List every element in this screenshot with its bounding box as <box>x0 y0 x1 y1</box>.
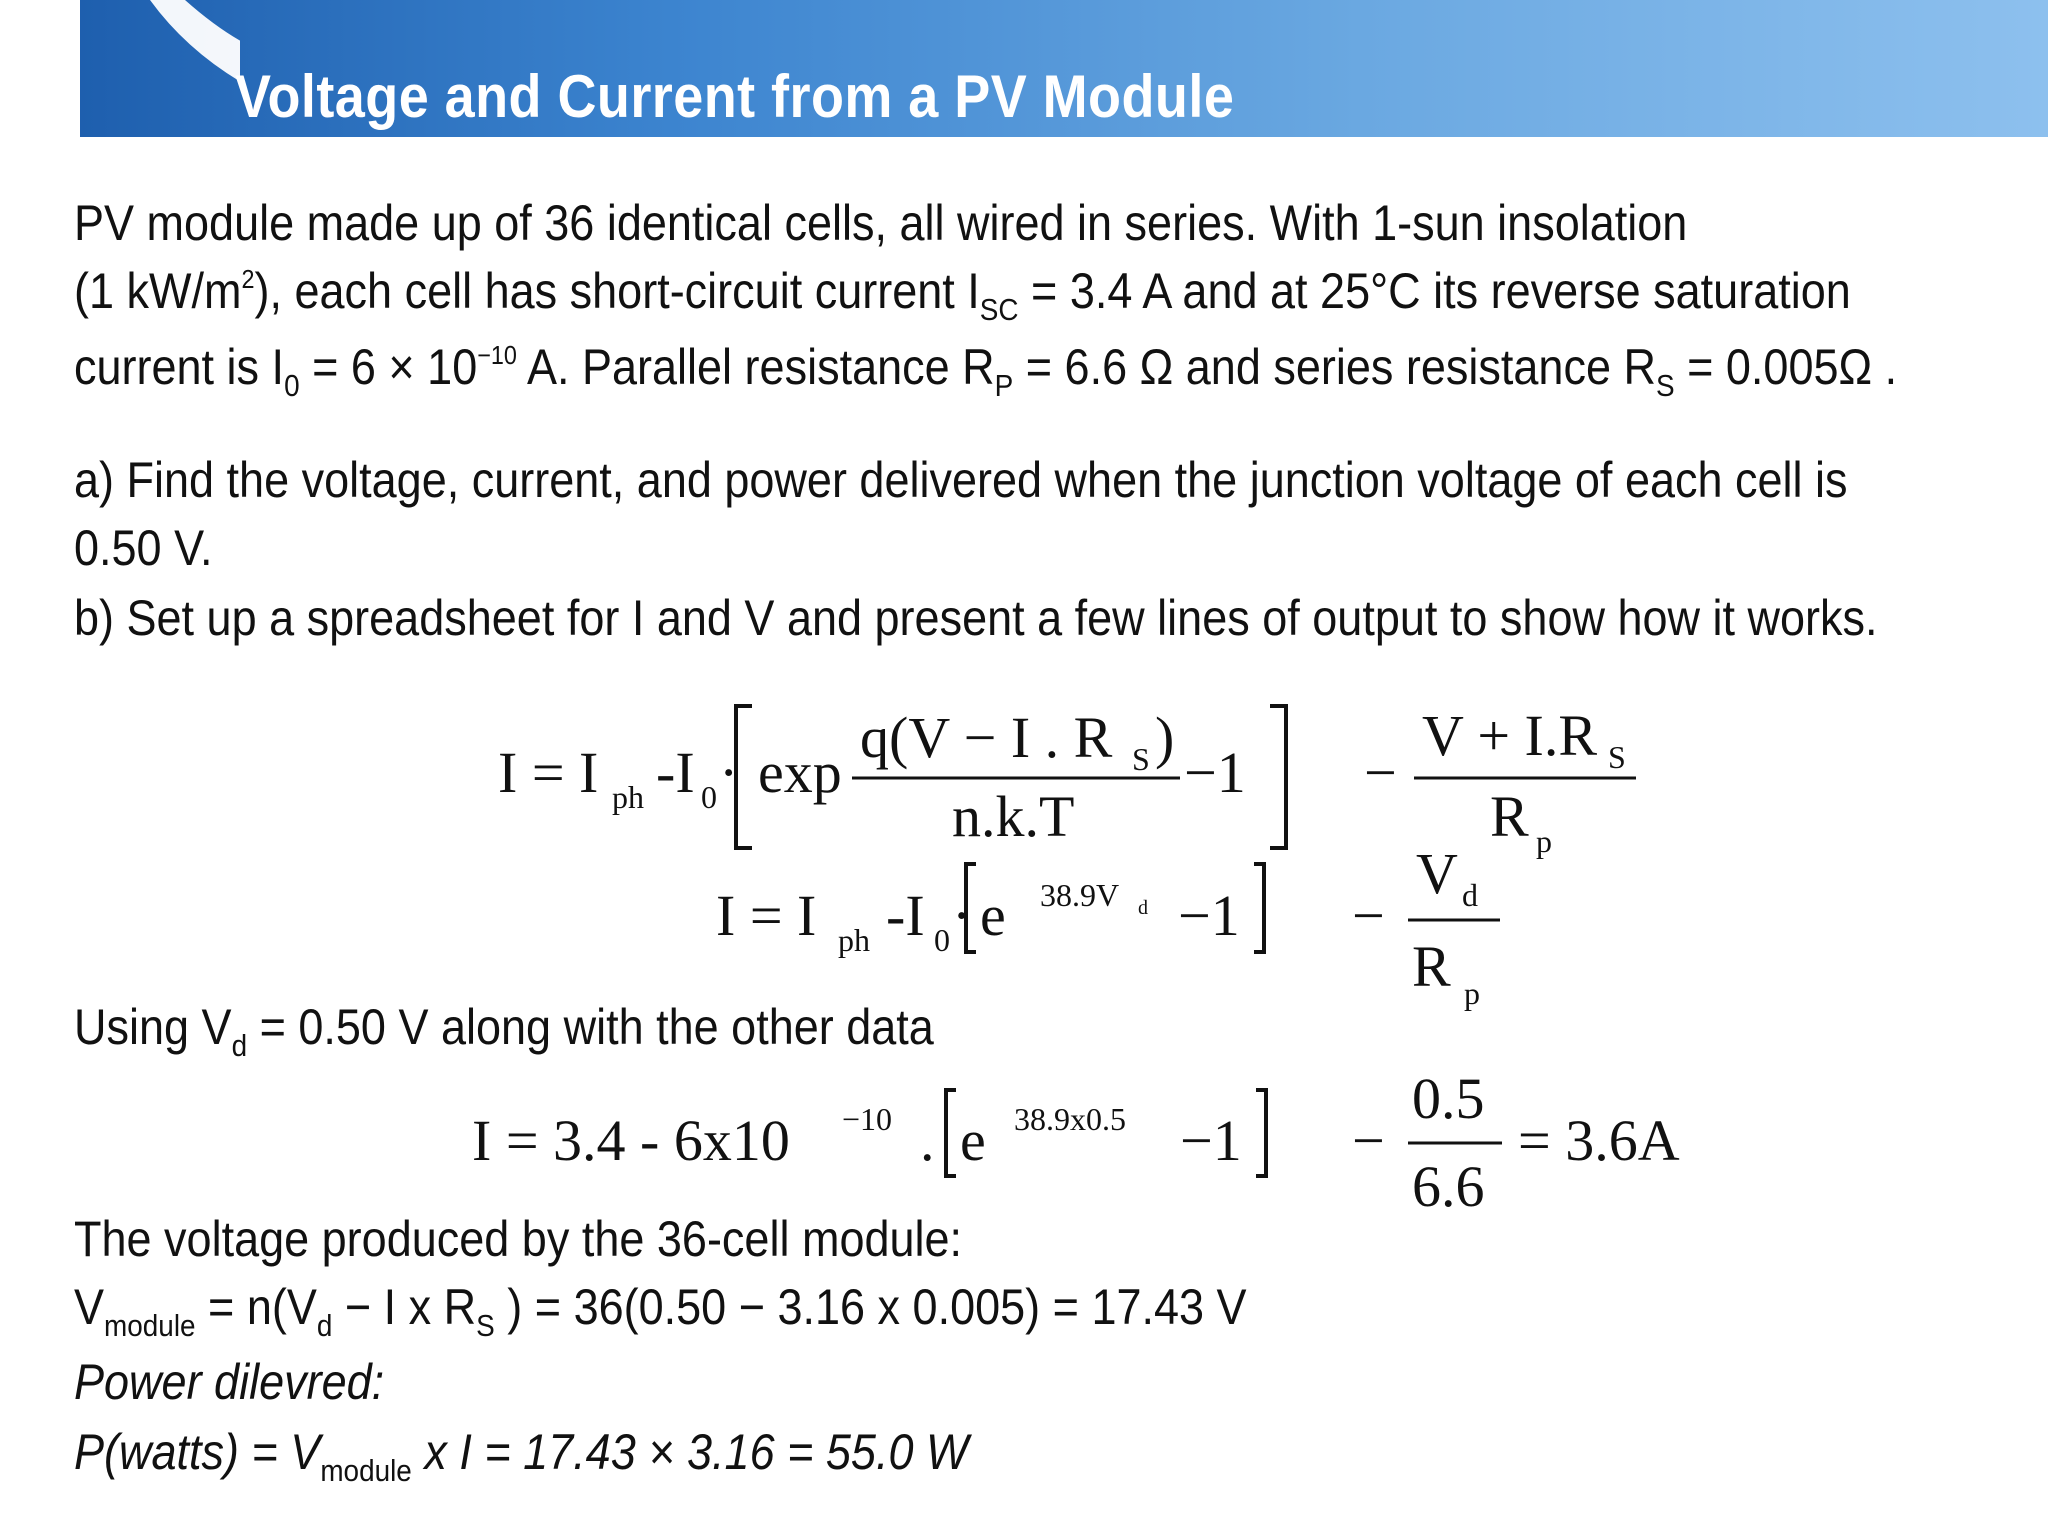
voltage-text: = n(V <box>195 1279 317 1335</box>
eq1-numerator: q(V − I . R <box>860 705 1113 770</box>
subscript: S <box>476 1308 495 1343</box>
using-text: Using V <box>74 999 232 1055</box>
eq3-left-bracket <box>946 1090 956 1176</box>
eq1-minus-one: −1 <box>1184 740 1246 805</box>
eq2-dot: · <box>952 883 972 948</box>
superscript: −10 <box>477 340 517 370</box>
voltage-text: ) = 36(0.50 − 3.16 x 0.005) = 17.43 V <box>494 1279 1247 1335</box>
eq2-fraction-numerator-subscript: d <box>1462 877 1478 913</box>
subscript: module <box>320 1453 412 1488</box>
equation-3 <box>472 1066 1680 1219</box>
eq1-fraction-denominator-subscript: p <box>1536 823 1552 859</box>
eq1-fraction-numerator-subscript: S <box>1608 739 1626 775</box>
subscript: d <box>231 1028 248 1063</box>
question-a-line-1: a) Find the voltage, current, and power delivered when the junction voltage of each cell is <box>74 452 1848 508</box>
eq2-right-bracket <box>1254 864 1264 952</box>
eq3-result: = 3.6A <box>1518 1108 1680 1173</box>
eq1-dot: · <box>719 740 739 805</box>
problem-text: A. Parallel resistance R <box>516 339 995 395</box>
voltage-text: V <box>74 1279 105 1335</box>
eq1-fraction-numerator: V + I.R <box>1422 703 1598 768</box>
slide-title: Voltage and Current from a PV Module <box>235 63 1235 130</box>
using-line <box>74 997 934 1063</box>
eq1-fraction-denominator: R <box>1490 784 1529 849</box>
voltage-text: − I x R <box>332 1279 477 1335</box>
subscript: SC <box>979 292 1019 327</box>
voltage-heading: The voltage produced by the 36-cell module: <box>74 1211 963 1267</box>
eq2-lhs: I = I <box>716 883 817 948</box>
eq2-e: e <box>980 883 1006 948</box>
eq3-power-of-ten: −10 <box>842 1101 893 1137</box>
eq3-right-bracket <box>1256 1090 1266 1176</box>
question-b: b) Set up a spreadsheet for I and V and present a few lines of output to show how it works. <box>74 590 1878 646</box>
question-a-line-2: 0.50 V. <box>74 520 213 576</box>
eq3-fraction-denominator: 6.6 <box>1412 1154 1485 1219</box>
using-text: = 0.50 V along with the other data <box>247 999 934 1055</box>
subscript: P <box>994 368 1014 403</box>
eq1-exp: exp <box>758 740 842 805</box>
eq3-minus: − <box>1352 1108 1385 1173</box>
subscript: d <box>316 1308 333 1343</box>
problem-text: current is I <box>74 339 285 395</box>
eq2-exponent-subscript: d <box>1138 897 1148 919</box>
problem-text: = 0.005Ω . <box>1674 339 1898 395</box>
eq2-exponent: 38.9V <box>1040 877 1120 913</box>
problem-text: = 6 × 10 <box>299 339 478 395</box>
eq1-subscript-ph: ph <box>612 779 644 815</box>
eq1-numerator-close: ) <box>1155 705 1175 770</box>
eq3-dot: . <box>920 1108 935 1173</box>
eq2-fraction-denominator-subscript: p <box>1464 975 1480 1011</box>
eq2-fraction-numerator: V <box>1416 841 1458 906</box>
eq3-minus-one: −1 <box>1180 1108 1242 1173</box>
problem-text: (1 kW/m <box>74 263 242 319</box>
eq1-numerator-subscript: S <box>1132 741 1150 777</box>
power-text: x I = 17.43 × 3.16 = 55.0 W <box>411 1424 969 1480</box>
subscript: S <box>1655 368 1675 403</box>
eq1-left-bracket <box>736 706 752 848</box>
eq1-denominator: n.k.T <box>952 784 1075 849</box>
eq1-i0: -I <box>656 740 695 805</box>
power-formula <box>74 1422 969 1488</box>
problem-text: PV module made up of 36 identical cells, all wired in series. With 1-sun insolation <box>74 195 1688 251</box>
eq1-lhs: I = I <box>498 740 599 805</box>
problem-text: = 3.4 A and at 25°C its reverse saturation <box>1018 263 1851 319</box>
subscript: module <box>104 1308 196 1343</box>
eq3-exponent: 38.9x0.5 <box>1014 1101 1126 1137</box>
problem-text: = 6.6 Ω and series resistance R <box>1013 339 1656 395</box>
subscript: 0 <box>284 368 300 403</box>
voltage-formula <box>74 1277 1247 1343</box>
problem-text: ), each cell has short-circuit current I <box>254 263 980 319</box>
eq1-minus: − <box>1364 740 1397 805</box>
power-heading: Power dilevred: <box>74 1354 385 1410</box>
eq3-e: e <box>960 1108 986 1173</box>
eq1-right-bracket <box>1270 706 1286 848</box>
equation-1 <box>498 703 1636 859</box>
eq1-subscript-0: 0 <box>701 779 717 815</box>
eq2-subscript-0: 0 <box>934 922 950 958</box>
power-text: P(watts) = V <box>74 1424 321 1480</box>
eq2-subscript-ph: ph <box>838 922 870 958</box>
eq2-fraction-denominator: R <box>1412 934 1451 999</box>
eq2-minus: − <box>1352 883 1385 948</box>
equation-2 <box>716 841 1500 1011</box>
eq3-lhs: I = 3.4 - 6x10 <box>472 1108 790 1173</box>
eq2-minus-one: −1 <box>1178 883 1240 948</box>
eq3-fraction-numerator: 0.5 <box>1412 1066 1485 1131</box>
superscript: 2 <box>241 264 255 294</box>
eq2-i0: -I <box>886 883 925 948</box>
